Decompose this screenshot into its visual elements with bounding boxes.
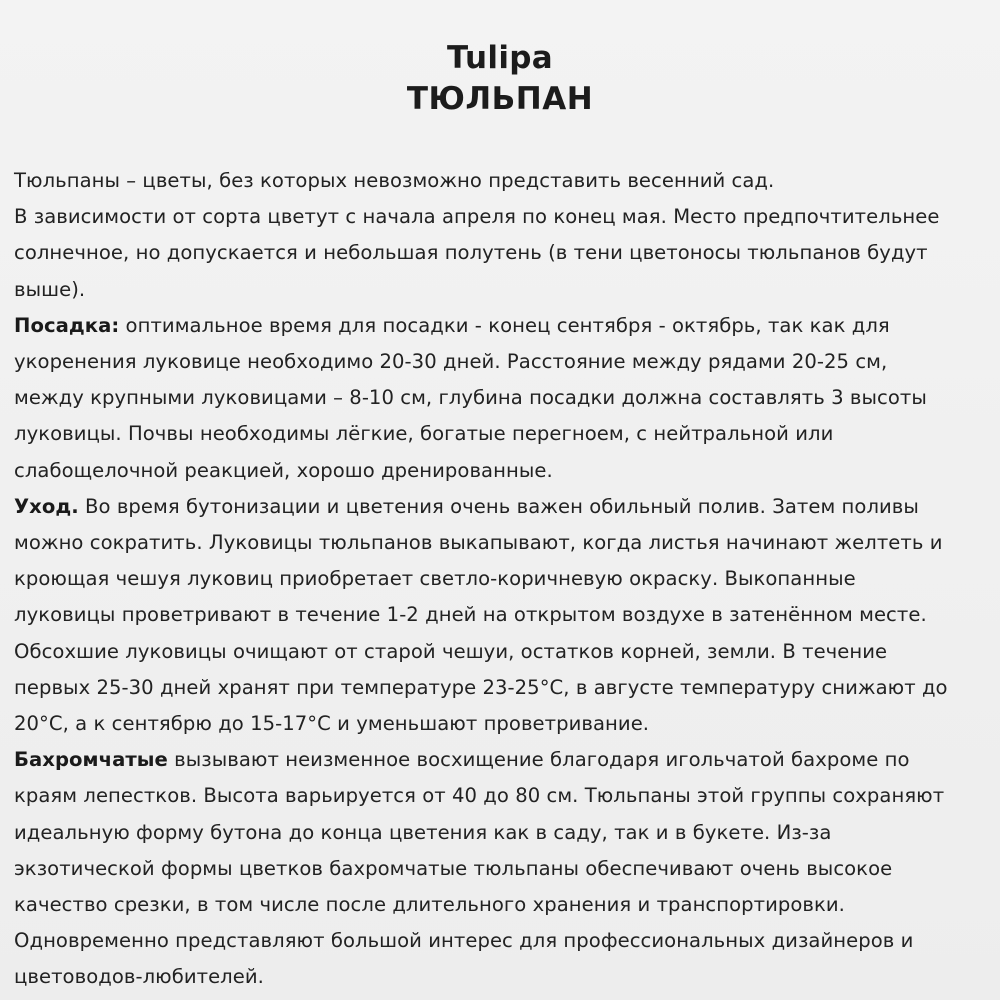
line-text: солнечное, но допускается и небольшая полутень (в тени цветоносы тюльпанов будут — [14, 241, 928, 265]
text-line-8 — [14, 416, 986, 452]
text-line-18 — [14, 778, 986, 814]
text-line-12 — [14, 561, 986, 597]
line-text: Тюльпаны – цветы, без которых невозможно представить весенний сад. — [14, 169, 775, 192]
line-text: луковицы. Почвы необходимы лёгкие, богатые перегноем, с нейтральной или — [14, 422, 834, 446]
text-line-2 — [14, 199, 986, 235]
description-text — [14, 163, 986, 996]
line-text: оптимальное время для посадки - конец сентября - октябрь, так как для — [119, 313, 890, 337]
line-text: Во время бутонизации и цветения очень важен обильный полив. Затем поливы — [78, 494, 919, 518]
line-text: 20°C, а к сентябрю до 15-17°C и уменьшают проветривание. — [14, 712, 650, 736]
line-text: укоренения луковице необходимо 20-30 дней. Расстояние между рядами 20-25 см, — [14, 350, 888, 374]
text-line-20 — [14, 851, 986, 887]
title-latin: Tulipa — [447, 40, 553, 76]
line-text: идеальную форму бутона до конца цветения как в саду, так и в букете. Из-за — [14, 820, 832, 844]
text-line-19 — [14, 815, 986, 851]
text-line-16 — [14, 706, 986, 742]
line-text: слабощелочной реакцией, хорошо дренированные. — [14, 458, 553, 482]
section-heading-fringed: Бахромчатые — [14, 748, 168, 772]
text-line-23 — [14, 959, 986, 995]
text-line-11 — [14, 525, 986, 561]
text-line-15 — [14, 670, 986, 706]
text-line-7 — [14, 380, 986, 416]
line-text: Обсохшие луковицы очищают от старой чешуи, остатков корней, земли. В течение — [14, 639, 888, 663]
line-text: краям лепестков. Высота варьируется от 40 до 80 см. Тюльпаны этой группы сохраняют — [14, 784, 945, 808]
text-line-13 — [14, 597, 986, 633]
text-line-4 — [14, 272, 986, 308]
text-line-22 — [14, 923, 986, 959]
line-text: кроющая чешуя луковиц приобретает светло-коричневую окраску. Выкопанные — [14, 567, 856, 591]
line-text: экзотической формы цветков бахромчатые тюльпаны обеспечивают очень высокое — [14, 856, 893, 880]
text-line-6 — [14, 344, 986, 380]
text-line-5 — [14, 308, 986, 344]
text-line-14 — [14, 634, 986, 670]
line-text: луковицы проветривают в течение 1-2 дней на открытом воздухе в затенённом месте. — [14, 603, 927, 627]
line-text: первых 25-30 дней хранят при температуре 23-25°C, в августе температуру снижают до — [14, 675, 948, 699]
title-block — [0, 38, 1000, 120]
text-line-9 — [14, 453, 986, 489]
line-text: можно сократить. Луковицы тюльпанов выкапывают, когда листья начинают желтеть и — [14, 531, 943, 555]
line-text: качество срезки, в том числе после длительного хранения и транспортировки. — [14, 893, 845, 917]
line-text: Одновременно представляют большой интерес для профессиональных дизайнеров и — [14, 929, 914, 953]
text-line-21 — [14, 887, 986, 923]
line-text: В зависимости от сорта цветут с начала апреля по конец мая. Место предпочтительнее — [14, 205, 940, 229]
text-line-3 — [14, 235, 986, 271]
text-line-1 — [14, 163, 986, 199]
line-text: между крупными луковицами – 8-10 см, глубина посадки должна составлять 3 высоты — [14, 386, 927, 410]
line-text: выше). — [14, 277, 86, 301]
section-heading-care: Уход. — [14, 494, 79, 518]
text-line-17 — [14, 742, 986, 778]
text-line-10 — [14, 489, 986, 525]
line-text: цветоводов-любителей. — [14, 965, 264, 989]
title-russian: ТЮЛЬПАН — [406, 81, 594, 117]
section-heading-planting: Посадка: — [14, 313, 120, 337]
line-text: вызывают неизменное восхищение благодаря игольчатой бахроме по — [167, 748, 910, 772]
